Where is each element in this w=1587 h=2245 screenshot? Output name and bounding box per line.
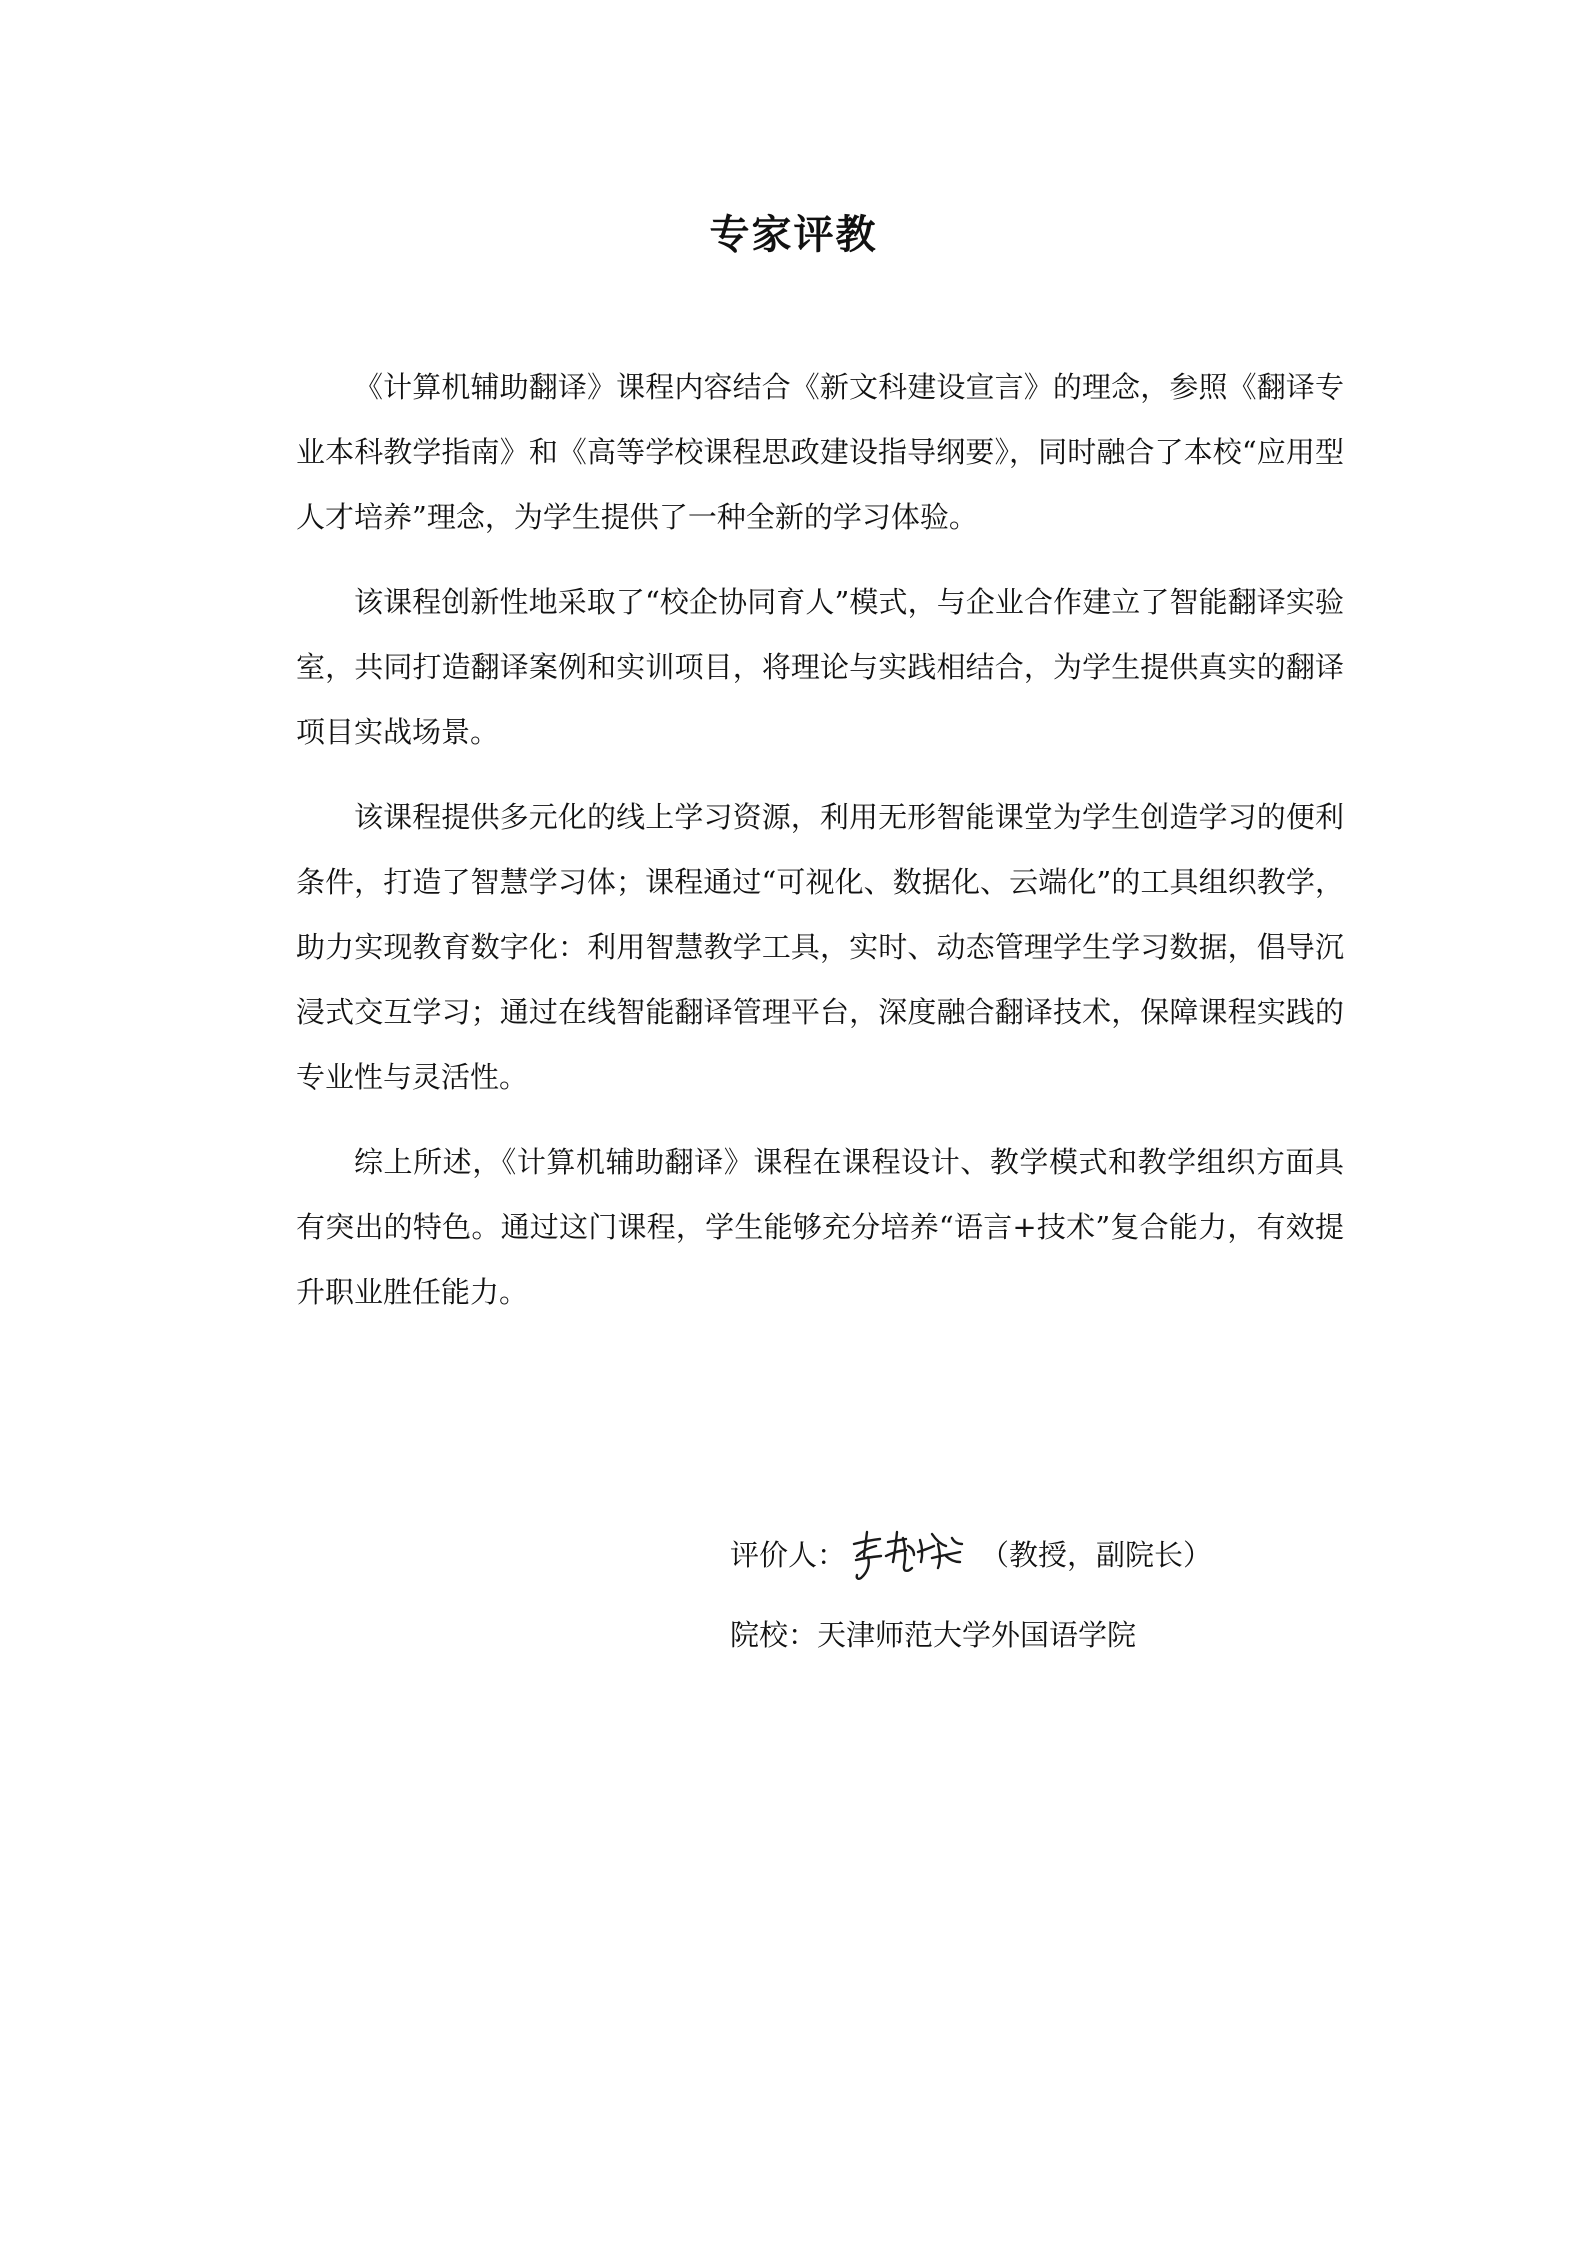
evaluator-role: （教授，副院长）: [980, 1538, 1213, 1572]
signoff-block: [730, 1525, 1350, 1665]
evaluator-label: 评价人：: [730, 1538, 847, 1572]
institution-line: [730, 1605, 1350, 1665]
evaluator-line: [730, 1525, 1350, 1585]
institution-label: 院校：: [730, 1618, 818, 1652]
institution-name: 天津师范大学外国语学院: [817, 1618, 1137, 1652]
paragraph-3: 该课程提供多元化的线上学习资源，利用无形智能课堂为学生创造学习的便利条件，打造了智慧学习体；课程通过“可视化、数据化、云端化”的工具组织教学，助力实现教育数字化：利用智慧教学工具，实时、动态管理学生学习数据，倡导沉浸式交互学习；通过在线智能翻译管理平台，深度融合翻译技术，保障课程实践的专业性与灵活性。: [296, 800, 1344, 1094]
paragraph-4: 综上所述，《计算机辅助翻译》课程在课程设计、教学模式和教学组织方面具有突出的特色。通过这门课程，学生能够充分培养“语言+技术”复合能力，有效提升职业胜任能力。: [296, 1145, 1344, 1309]
paragraph-2: 该课程创新性地采取了“校企协同育人”模式，与企业合作建立了智能翻译实验室，共同打造翻译案例和实训项目，将理论与实践相结合，为学生提供真实的翻译项目实战场景。: [296, 585, 1344, 749]
document-body: [296, 355, 1344, 1345]
paragraph-1: 《计算机辅助翻译》课程内容结合《新文科建设宣言》的理念，参照《翻译专业本科教学指南》和《高等学校课程思政建设指导纲要》，同时融合了本校“应用型人才培养”理念，为学生提供了一种全新的学习体验。: [296, 370, 1344, 534]
page-title: 专家评教: [709, 212, 878, 258]
handwritten-signature: [848, 1526, 968, 1584]
